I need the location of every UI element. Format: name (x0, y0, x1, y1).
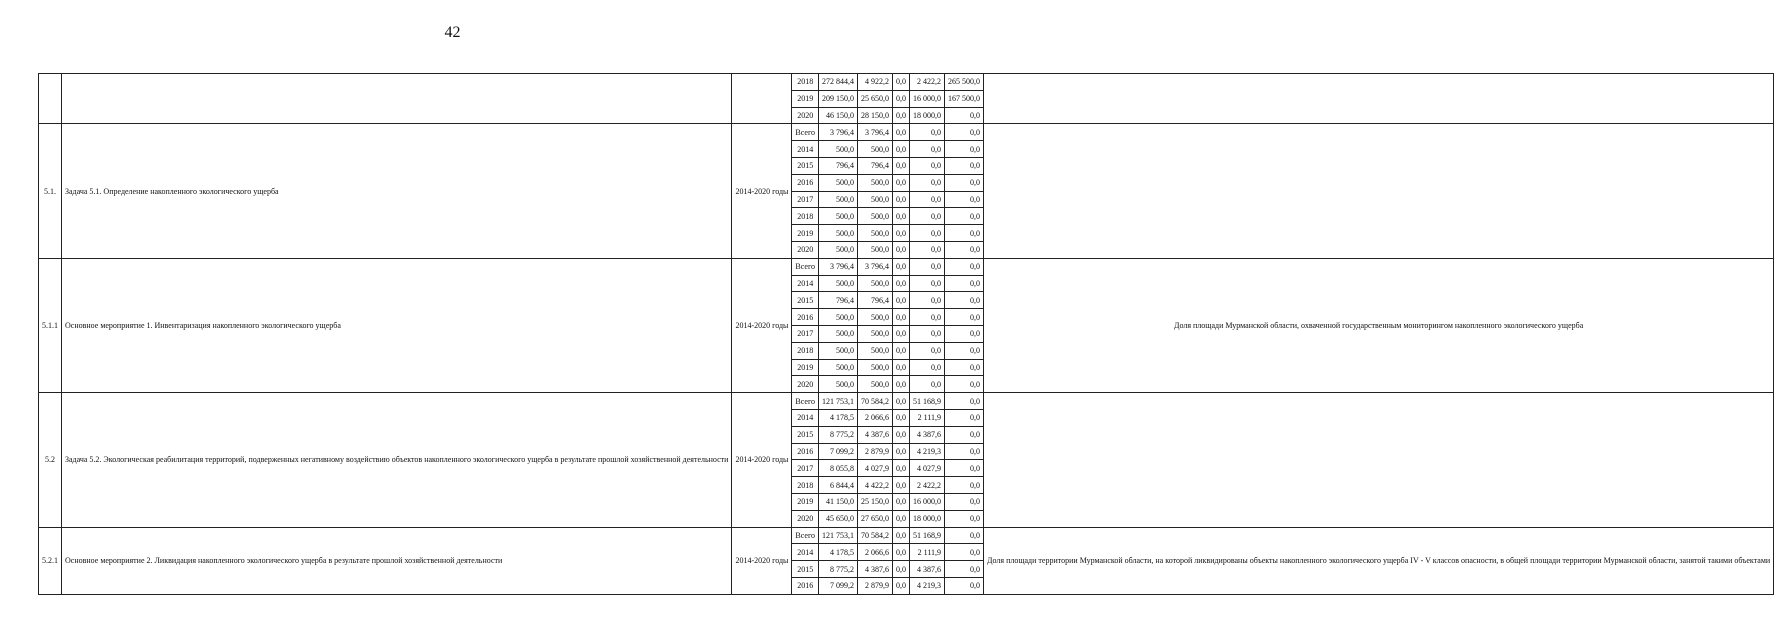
amount-c1: 3 796,4 (858, 124, 893, 141)
amount-c1: 70 584,2 (858, 393, 893, 410)
year-cell: 2020 (792, 241, 819, 258)
amount-total: 121 753,1 (819, 527, 858, 544)
amount-c4: 0,0 (945, 292, 984, 309)
amount-c1: 2 879,9 (858, 443, 893, 460)
amount-total: 121 753,1 (819, 393, 858, 410)
item-code (39, 74, 62, 124)
year-cell: 2016 (792, 309, 819, 326)
amount-c2: 0,0 (893, 225, 910, 242)
amount-c2: 0,0 (893, 124, 910, 141)
item-code: 5.1.1 (39, 258, 62, 392)
amount-c4: 0,0 (945, 544, 984, 561)
amount-c3: 51 168,9 (910, 527, 945, 544)
item-name: Основное мероприятие 1. Инвентаризация накопленного экологического ущерба (62, 258, 732, 392)
amount-c4: 0,0 (945, 309, 984, 326)
year-cell: 2019 (792, 225, 819, 242)
amount-c4: 0,0 (945, 174, 984, 191)
amount-c4: 0,0 (945, 141, 984, 158)
implementation-period: 2014-2020 годы (732, 393, 792, 527)
amount-c2: 0,0 (893, 241, 910, 258)
program-table (38, 73, 1774, 595)
amount-c2: 0,0 (893, 493, 910, 510)
amount-c3: 0,0 (910, 275, 945, 292)
amount-c4: 0,0 (945, 460, 984, 477)
item-name: Задача 5.2. Экологическая реабилитация территорий, подверженных негативному воздействию объектов накопленного экологического ущерба в результате прошлой хозяйственной деятельности (62, 393, 732, 527)
amount-total: 3 796,4 (819, 258, 858, 275)
year-cell: 2015 (792, 292, 819, 309)
amount-c3: 0,0 (910, 208, 945, 225)
amount-c3: 4 387,6 (910, 561, 945, 578)
table-body (39, 74, 1774, 595)
amount-c1: 25 650,0 (858, 90, 893, 107)
amount-c1: 500,0 (858, 325, 893, 342)
amount-c3: 16 000,0 (910, 90, 945, 107)
amount-total: 272 844,4 (819, 74, 858, 91)
amount-c4: 0,0 (945, 426, 984, 443)
year-cell: 2019 (792, 493, 819, 510)
amount-c3: 4 027,9 (910, 460, 945, 477)
amount-c2: 0,0 (893, 174, 910, 191)
amount-c4: 0,0 (945, 241, 984, 258)
amount-total: 8 775,2 (819, 426, 858, 443)
year-cell: 2016 (792, 443, 819, 460)
amount-c4: 167 500,0 (945, 90, 984, 107)
amount-c3: 0,0 (910, 325, 945, 342)
amount-c1: 500,0 (858, 309, 893, 326)
amount-c4: 0,0 (945, 477, 984, 494)
amount-total: 500,0 (819, 225, 858, 242)
implementation-period: 2014-2020 годы (732, 258, 792, 392)
amount-c2: 0,0 (893, 292, 910, 309)
year-cell: 2015 (792, 426, 819, 443)
year-cell: 2020 (792, 107, 819, 124)
amount-c1: 4 387,6 (858, 561, 893, 578)
amount-c4: 0,0 (945, 561, 984, 578)
item-name: Задача 5.1. Определение накопленного экологического ущерба (62, 124, 732, 258)
amount-c3: 0,0 (910, 191, 945, 208)
year-cell: 2018 (792, 342, 819, 359)
amount-c3: 0,0 (910, 359, 945, 376)
amount-c1: 500,0 (858, 225, 893, 242)
amount-c1: 3 796,4 (858, 258, 893, 275)
item-name: Основное мероприятие 2. Ликвидация накопленного экологического ущерба в результате прошлой хозяйственной деятельности (62, 527, 732, 594)
year-cell: 2017 (792, 325, 819, 342)
amount-c2: 0,0 (893, 325, 910, 342)
amount-c4: 0,0 (945, 225, 984, 242)
amount-c4: 0,0 (945, 577, 984, 594)
year-cell: 2015 (792, 157, 819, 174)
year-cell: 2015 (792, 561, 819, 578)
amount-total: 4 178,5 (819, 409, 858, 426)
table-row (39, 258, 1774, 275)
amount-c2: 0,0 (893, 527, 910, 544)
amount-c2: 0,0 (893, 477, 910, 494)
item-code: 5.2 (39, 393, 62, 527)
amount-c3: 2 111,9 (910, 544, 945, 561)
year-cell: 2018 (792, 74, 819, 91)
amount-c4: 0,0 (945, 510, 984, 527)
year-cell: Всего (792, 527, 819, 544)
amount-c2: 0,0 (893, 107, 910, 124)
item-code: 5.2.1 (39, 527, 62, 594)
amount-total: 8 055,8 (819, 460, 858, 477)
amount-c1: 500,0 (858, 241, 893, 258)
amount-c2: 0,0 (893, 191, 910, 208)
amount-c3: 0,0 (910, 157, 945, 174)
amount-total: 500,0 (819, 241, 858, 258)
item-code: 5.1. (39, 124, 62, 258)
item-name (62, 74, 732, 124)
amount-c2: 0,0 (893, 208, 910, 225)
year-cell: 2014 (792, 409, 819, 426)
amount-c4: 0,0 (945, 124, 984, 141)
amount-c3: 0,0 (910, 258, 945, 275)
amount-total: 6 844,4 (819, 477, 858, 494)
amount-c1: 500,0 (858, 376, 893, 393)
amount-c3: 0,0 (910, 292, 945, 309)
indicator-text (984, 74, 1774, 124)
amount-total: 500,0 (819, 359, 858, 376)
indicator-text (984, 393, 1774, 527)
amount-c3: 18 000,0 (910, 510, 945, 527)
amount-c3: 2 422,2 (910, 477, 945, 494)
amount-c3: 4 219,3 (910, 577, 945, 594)
year-cell: 2020 (792, 376, 819, 393)
amount-c1: 2 879,9 (858, 577, 893, 594)
amount-total: 500,0 (819, 325, 858, 342)
amount-c4: 0,0 (945, 258, 984, 275)
amount-c4: 0,0 (945, 208, 984, 225)
amount-total: 500,0 (819, 376, 858, 393)
amount-c1: 500,0 (858, 275, 893, 292)
table-row (39, 74, 1774, 91)
amount-c1: 27 650,0 (858, 510, 893, 527)
amount-total: 500,0 (819, 141, 858, 158)
amount-c4: 0,0 (945, 191, 984, 208)
year-cell: Всего (792, 258, 819, 275)
year-cell: 2014 (792, 544, 819, 561)
amount-c4: 0,0 (945, 107, 984, 124)
amount-c3: 0,0 (910, 241, 945, 258)
amount-c4: 265 500,0 (945, 74, 984, 91)
amount-c1: 70 584,2 (858, 527, 893, 544)
amount-c3: 4 387,6 (910, 426, 945, 443)
implementation-period (732, 74, 792, 124)
amount-c3: 2 111,9 (910, 409, 945, 426)
amount-c2: 0,0 (893, 376, 910, 393)
amount-total: 3 796,4 (819, 124, 858, 141)
amount-c4: 0,0 (945, 527, 984, 544)
amount-c2: 0,0 (893, 359, 910, 376)
page-number: 42 (444, 24, 461, 41)
amount-c1: 500,0 (858, 174, 893, 191)
year-cell: 2014 (792, 141, 819, 158)
amount-total: 8 775,2 (819, 561, 858, 578)
amount-c3: 4 219,3 (910, 443, 945, 460)
table-row (39, 124, 1774, 141)
implementation-period: 2014-2020 годы (732, 124, 792, 258)
amount-c1: 2 066,6 (858, 544, 893, 561)
year-cell: 2018 (792, 477, 819, 494)
year-cell: 2014 (792, 275, 819, 292)
amount-c3: 0,0 (910, 225, 945, 242)
amount-total: 7 099,2 (819, 443, 858, 460)
amount-c4: 0,0 (945, 342, 984, 359)
amount-total: 7 099,2 (819, 577, 858, 594)
implementation-period: 2014-2020 годы (732, 527, 792, 594)
amount-total: 500,0 (819, 208, 858, 225)
amount-c1: 796,4 (858, 292, 893, 309)
amount-c3: 0,0 (910, 174, 945, 191)
amount-c1: 500,0 (858, 208, 893, 225)
amount-c2: 0,0 (893, 275, 910, 292)
amount-c2: 0,0 (893, 409, 910, 426)
amount-c2: 0,0 (893, 309, 910, 326)
amount-c1: 4 422,2 (858, 477, 893, 494)
amount-c2: 0,0 (893, 342, 910, 359)
amount-c1: 500,0 (858, 359, 893, 376)
amount-c3: 0,0 (910, 309, 945, 326)
year-cell: 2019 (792, 90, 819, 107)
amount-total: 500,0 (819, 191, 858, 208)
amount-total: 209 150,0 (819, 90, 858, 107)
amount-c2: 0,0 (893, 577, 910, 594)
year-cell: 2016 (792, 577, 819, 594)
amount-c4: 0,0 (945, 325, 984, 342)
amount-c3: 0,0 (910, 342, 945, 359)
amount-c1: 4 922,2 (858, 74, 893, 91)
amount-c2: 0,0 (893, 141, 910, 158)
amount-c2: 0,0 (893, 544, 910, 561)
amount-c4: 0,0 (945, 393, 984, 410)
amount-c1: 28 150,0 (858, 107, 893, 124)
year-cell: Всего (792, 124, 819, 141)
year-cell: 2020 (792, 510, 819, 527)
year-cell: 2017 (792, 460, 819, 477)
year-cell: 2016 (792, 174, 819, 191)
year-cell: 2019 (792, 359, 819, 376)
amount-total: 500,0 (819, 342, 858, 359)
indicator-text: Доля площади территории Мурманской области, на которой ликвидированы объекты накопленного экологического ущерба IV - V классов опасности, в общей площади территории Мурманской области, занятой такими объектами (984, 527, 1774, 594)
indicator-text (984, 124, 1774, 258)
table-row (39, 393, 1774, 410)
amount-c1: 796,4 (858, 157, 893, 174)
year-cell: Всего (792, 393, 819, 410)
amount-total: 41 150,0 (819, 493, 858, 510)
amount-total: 500,0 (819, 174, 858, 191)
amount-c3: 0,0 (910, 124, 945, 141)
amount-c2: 0,0 (893, 258, 910, 275)
amount-c1: 25 150,0 (858, 493, 893, 510)
amount-c1: 4 027,9 (858, 460, 893, 477)
amount-c2: 0,0 (893, 443, 910, 460)
amount-total: 46 150,0 (819, 107, 858, 124)
amount-c1: 4 387,6 (858, 426, 893, 443)
amount-c4: 0,0 (945, 275, 984, 292)
amount-c2: 0,0 (893, 74, 910, 91)
amount-c2: 0,0 (893, 90, 910, 107)
amount-c3: 18 000,0 (910, 107, 945, 124)
amount-c2: 0,0 (893, 510, 910, 527)
amount-c2: 0,0 (893, 157, 910, 174)
amount-c2: 0,0 (893, 426, 910, 443)
year-cell: 2018 (792, 208, 819, 225)
amount-c3: 16 000,0 (910, 493, 945, 510)
table-row (39, 527, 1774, 544)
amount-total: 45 650,0 (819, 510, 858, 527)
amount-c1: 500,0 (858, 141, 893, 158)
amount-c2: 0,0 (893, 460, 910, 477)
amount-c3: 2 422,2 (910, 74, 945, 91)
amount-c1: 2 066,6 (858, 409, 893, 426)
amount-c4: 0,0 (945, 443, 984, 460)
amount-total: 4 178,5 (819, 544, 858, 561)
amount-c2: 0,0 (893, 561, 910, 578)
amount-c4: 0,0 (945, 359, 984, 376)
amount-c4: 0,0 (945, 493, 984, 510)
amount-c4: 0,0 (945, 376, 984, 393)
amount-c1: 500,0 (858, 342, 893, 359)
amount-c3: 51 168,9 (910, 393, 945, 410)
amount-c2: 0,0 (893, 393, 910, 410)
amount-total: 500,0 (819, 309, 858, 326)
indicator-text: Доля площади Мурманской области, охваченной государственным мониторингом накопленного экологического ущерба (984, 258, 1774, 392)
amount-total: 500,0 (819, 275, 858, 292)
amount-c3: 0,0 (910, 376, 945, 393)
amount-c3: 0,0 (910, 141, 945, 158)
year-cell: 2017 (792, 191, 819, 208)
amount-c4: 0,0 (945, 409, 984, 426)
amount-c1: 500,0 (858, 191, 893, 208)
amount-c4: 0,0 (945, 157, 984, 174)
amount-total: 796,4 (819, 292, 858, 309)
amount-total: 796,4 (819, 157, 858, 174)
